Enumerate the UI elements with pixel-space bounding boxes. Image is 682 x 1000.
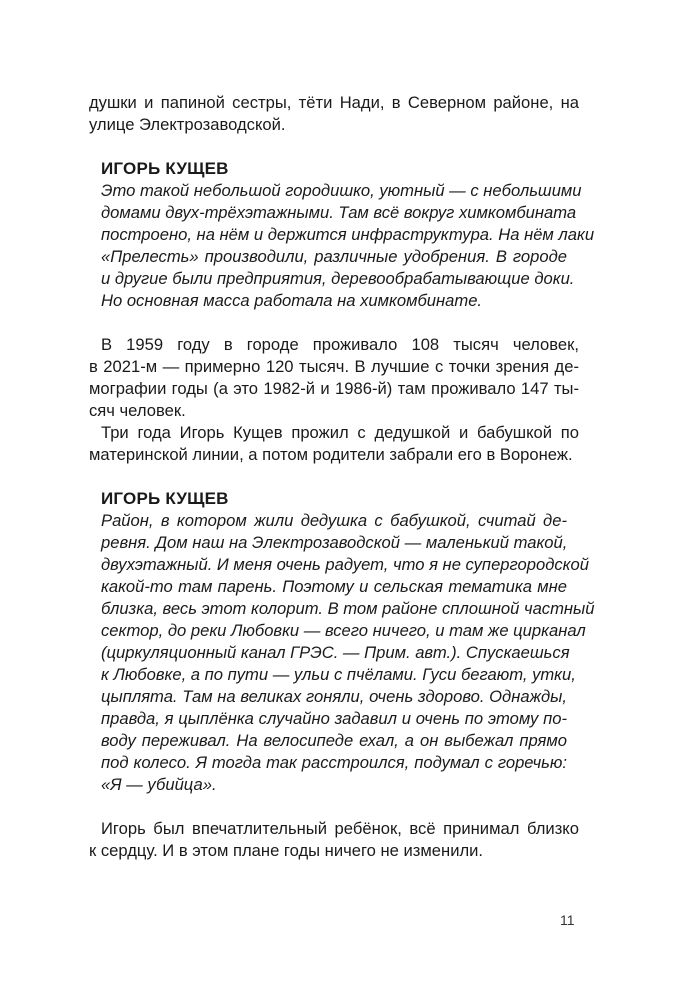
text-line: сектор, до реки Любовки — всего ничего, и там же цирканал [101,621,586,640]
text-line: мографии годы (а это 1982-й и 1986-й) там проживало 147 ты- [89,379,579,398]
paragraph [89,818,579,862]
text-line: Три года Игорь Кущев прожил с дедушкой и бабушкой по [101,423,579,442]
text-line: (циркуляционный канал ГРЭС. — Прим. авт.). Спускаешься [101,643,570,662]
quote-speaker-heading: ИГОРЬ КУЩЕВ [101,489,229,508]
text-line: к Любовке, а по пути — ульи с пчёлами. Гуси бегают, утки, [101,665,576,684]
text-line: в 2021-м — примерно 120 тысяч. В лучшие с точки зрения де- [89,357,579,376]
page-number: 11 [560,912,575,928]
text-line: домами двух-трёхэтажными. Там всё вокруг химкомбината [101,203,577,222]
text-line: сяч человек. [89,401,186,420]
text-line: «Прелесть» производили, различные удобрения. В городе [101,247,567,266]
text-line: «Я — убийца». [101,775,217,794]
text-line: двухэтажный. И меня очень радует, что я не супергородской [101,555,589,574]
text-line: ревня. Дом наш на Электрозаводской — маленький такой, [101,533,568,552]
text-line: под колесо. Я тогда так расстроился, подумал с горечью: [101,753,567,772]
text-line: Но основная масса работала на химкомбинате. [101,291,483,310]
quote-speaker-heading: ИГОРЬ КУЩЕВ [101,159,229,178]
paragraph [89,334,579,422]
text-line: материнской линии, а потом родители забрали его в Воронеж. [89,445,573,464]
text-line: Это такой небольшой городишко, уютный — с небольшими [101,181,582,200]
text-line: цыплята. Там на великах гоняли, очень здорово. Однажды, [101,687,567,706]
paragraph [89,422,579,466]
text-line: воду переживал. На велосипеде ехал, а он выбежал прямо [101,731,567,750]
text-line: к сердцу. И в этом плане годы ничего не изменили. [89,841,484,860]
text-line: душки и папиной сестры, тёти Нади, в Северном районе, на [89,93,579,112]
text-line: Район, в котором жили дедушка с бабушкой, считай де- [101,511,567,530]
quote-block [101,180,595,312]
text-line: близка, весь этот колорит. В том районе сплошной частный [101,599,595,618]
paragraph-continuation [89,92,579,136]
text-line: правда, я цыплёнка случайно задавил и очень по этому по- [101,709,567,728]
quote-block [101,510,595,796]
text-line: Игорь был впечатлительный ребёнок, всё принимал близко [101,819,579,838]
text-line: улице Электрозаводской. [89,115,286,134]
text-line: какой-то там парень. Поэтому и сельская тематика мне [101,577,567,596]
text-line: В 1959 году в городе проживало 108 тысяч человек, [101,335,579,354]
text-line: построено, на нём и держится инфраструктура. На нём лаки [101,225,595,244]
text-line: и другие были предприятия, деревообрабатывающие доки. [101,269,575,288]
